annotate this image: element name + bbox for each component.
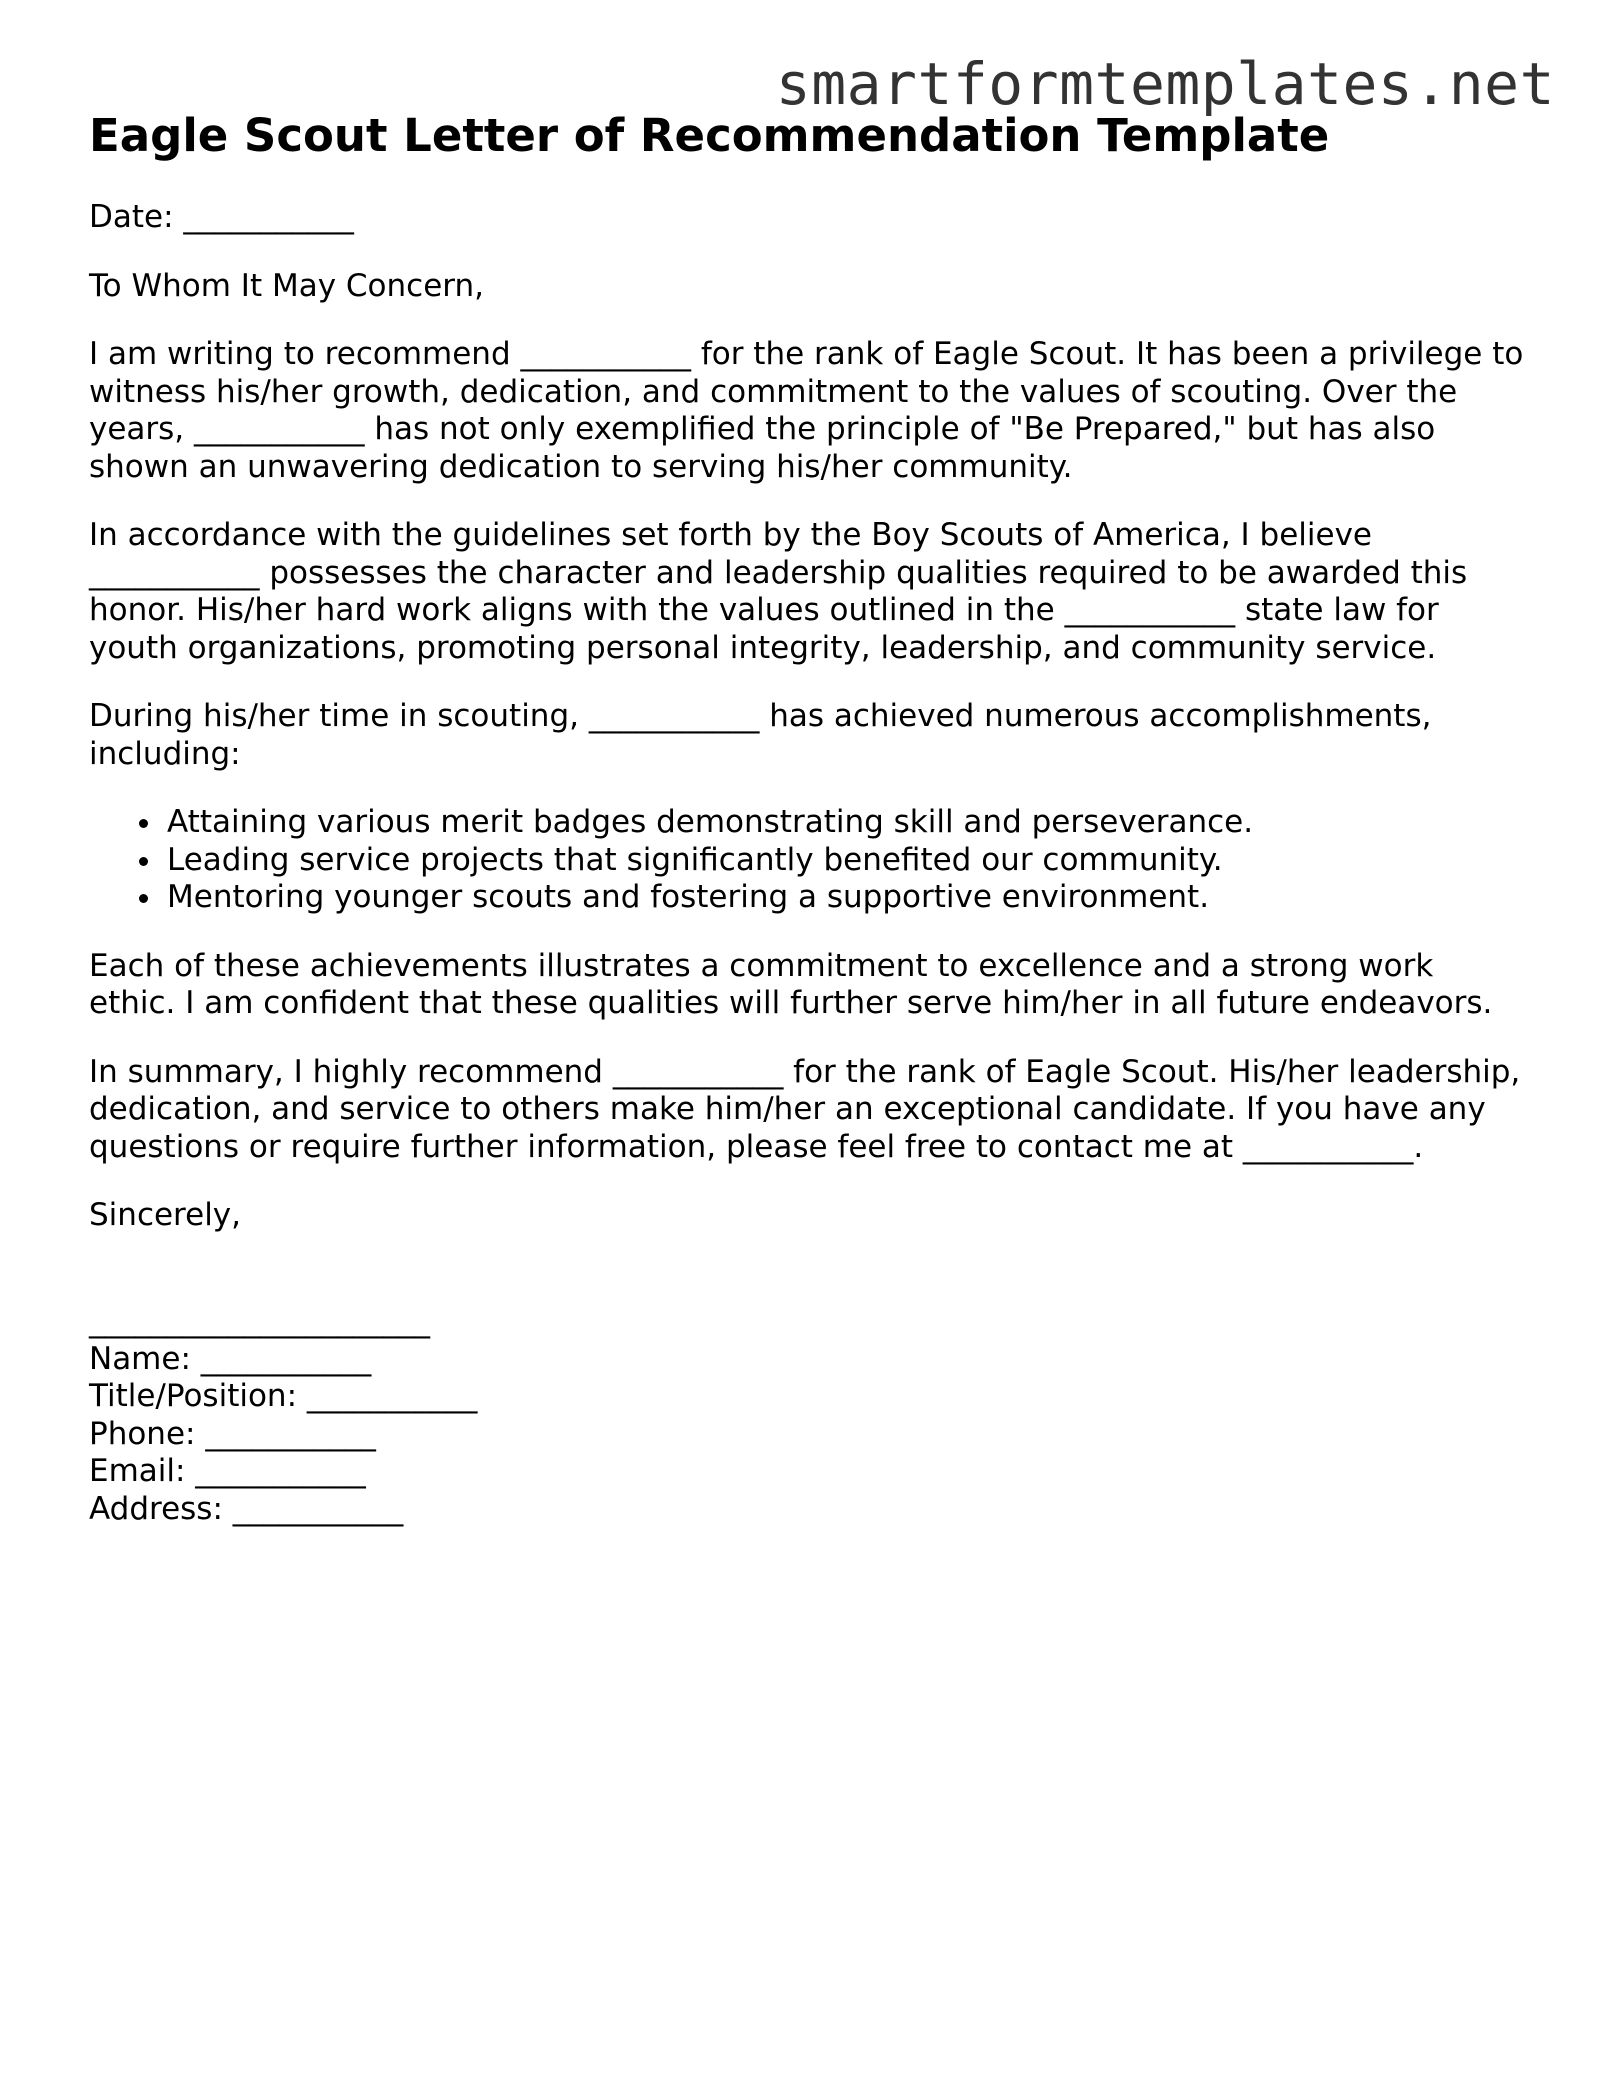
list-item: Mentoring younger scouts and fostering a supportive environment.: [167, 879, 1529, 917]
signature-title-position: Title/Position: ___________: [89, 1378, 478, 1414]
closing: Sincerely,: [89, 1197, 242, 1233]
signature-email: Email: ___________: [89, 1453, 366, 1489]
signature-address: Address: ___________: [89, 1490, 404, 1527]
signature-spacer: [89, 1266, 1529, 1304]
paragraph-achievements: Each of these achievements illustrates a commitment to excellence and a strong work ethic. I am confident that these qualities will further serve him/her in all future endeavors.: [89, 947, 1493, 1021]
document-title: Eagle Scout Letter of Recommendation Template: [89, 109, 1330, 162]
paragraph-accomplishments: During his/her time in scouting, ___________ has achieved numerous accomplishments, including:: [89, 698, 1432, 772]
signature-block: [89, 1266, 1529, 1529]
signature-line: ______________________: [89, 1303, 430, 1339]
accomplishments-list: [89, 804, 1529, 917]
salutation: To Whom It May Concern,: [89, 267, 484, 304]
paragraph-summary: In summary, I highly recommend ___________ for the rank of Eagle Scout. His/her leadership, dedication, and service to others make him/her an exceptional candidate. If you have any questions or require further information, please feel free to contact me at ___________.: [89, 1053, 1521, 1165]
signature-phone: Phone: ___________: [89, 1415, 376, 1452]
paragraph-intro: I am writing to recommend ___________ for the rank of Eagle Scout. It has been a privilege to witness his/her growth, dedication, and commitment to the values of scouting. Over the years, ___________ has not only exemplified the principle of "Be Prepared," but has also shown an unwavering dedication to serving his/her community.: [89, 336, 1524, 485]
paragraph-guidelines: In accordance with the guidelines set forth by the Boy Scouts of America, I believe ___________ possesses the character and leadership qualities required to be awarded this honor. His/her hard work aligns with the values outlined in the ___________ state law for youth organizations, promoting personal integrity, leadership, and community service.: [89, 517, 1468, 666]
signature-name: Name: ___________: [89, 1340, 372, 1377]
watermark: smartformtemplates.net: [775, 50, 1555, 118]
date-line: Date: ___________: [89, 199, 354, 235]
letter-body: [89, 108, 1529, 1528]
list-item: Leading service projects that significantly benefited our community.: [167, 842, 1529, 880]
list-item: Attaining various merit badges demonstrating skill and perseverance.: [167, 804, 1529, 842]
